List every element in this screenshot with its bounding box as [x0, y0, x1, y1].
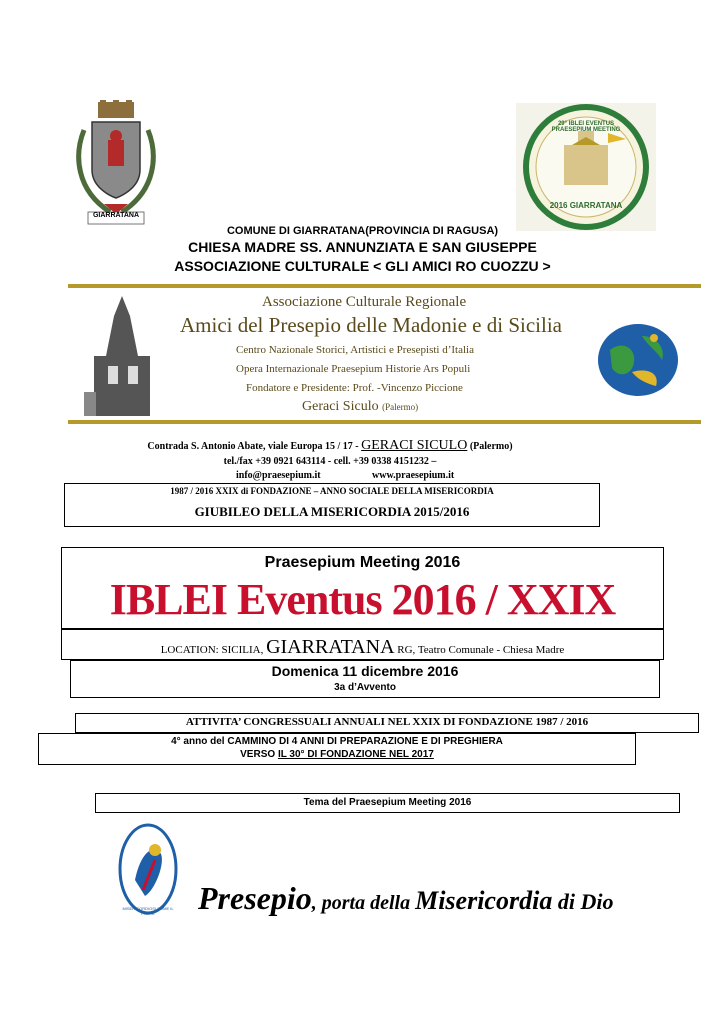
seal-text-top: 29° IBLEI EVENTUS PRAESEPIUM MEETING	[551, 121, 621, 133]
crest-label: GIARRATANA	[92, 212, 139, 219]
jubilee-icon	[115, 820, 181, 918]
location-prefix: LOCATION: SICILIA,	[160, 644, 267, 656]
attivita-box	[75, 713, 699, 733]
meeting-box	[61, 547, 664, 629]
attivita-line3-prefix: VERSO	[240, 749, 278, 760]
banner-bottom-rule	[68, 420, 701, 424]
cammino-box	[38, 733, 636, 765]
tema-title-misericordia: Misericordia	[415, 886, 553, 915]
banner-line3: Fondatore e Presidente: Prof. -Vincenzo Piccione	[246, 382, 463, 394]
fondazione-line2: GIUBILEO DELLA MISERICORDIA 2015/2016	[194, 504, 470, 519]
tema-box	[95, 793, 680, 813]
tema-label: Tema del Praesepium Meeting 2016	[303, 797, 472, 808]
attivita-line1: ATTIVITA’ CONGRESSUALI ANNUALI NEL XXIX DI FONDAZIONE 1987 / 2016	[185, 716, 589, 728]
meeting-date: Domenica 11 dicembre 2016	[271, 663, 459, 679]
jubilee-logo-text: MISERICORDIOSI COME IL PADRE	[122, 906, 174, 916]
location-suffix: RG, Teatro Comunale - Chiesa Madre	[394, 644, 565, 656]
date-box	[70, 660, 660, 698]
globe-logo	[596, 322, 680, 398]
location-line	[62, 636, 663, 659]
crest-icon	[70, 100, 162, 230]
address-prefix: Contrada S. Antonio Abate, viale Europa 15 / 17 -	[147, 441, 362, 452]
fondazione-box	[64, 483, 600, 527]
banner-line1: Centro Nazionale Storici, Artistici e Presepisti d’Italia	[236, 344, 474, 356]
seal-text-bottom: 2016 GIARRATANA	[549, 201, 623, 210]
banner-title2: Amici del Presepio delle Madonie e di Sicilia	[180, 313, 562, 337]
attivita-line3-underlined: IL 30° DI FONDAZIONE NEL 2017	[277, 749, 434, 760]
contact-email[interactable]: info@praesepium.it	[236, 470, 321, 481]
contact-address	[0, 438, 660, 454]
tema-title-dio: di Dio	[552, 889, 614, 914]
tema-title-presepio: Presepio	[198, 880, 312, 916]
fondazione-line1: 1987 / 2016 XXIX di FONDAZIONE – ANNO SOCIALE DELLA MISERICORDIA	[170, 486, 494, 496]
meeting-subtitle: Praesepium Meeting 2016	[264, 554, 461, 571]
attivita-line2: 4° anno del CAMMINO DI 4 ANNI DI PREPARAZIONE E DI PREGHIERA	[171, 736, 503, 747]
banner-place: Geraci Siculo	[302, 399, 379, 414]
chiesa-line: CHIESA MADRE SS. ANNUNZIATA E SAN GIUSEPPE	[188, 239, 537, 255]
banner-title1: Associazione Culturale Regionale	[262, 294, 467, 310]
address-suffix: (Palermo)	[467, 441, 513, 452]
church-image	[84, 296, 170, 416]
banner-place-sub: (Palermo)	[382, 402, 419, 412]
meeting-title: IBLEI Eventus 2016 / XXIX	[109, 575, 616, 624]
comune-crest	[70, 100, 162, 230]
jubilee-logo	[115, 820, 181, 918]
meeting-date-sub: 3a d’Avvento	[334, 682, 396, 693]
attivita-line3	[39, 749, 635, 760]
address-city: GERACI SICULO	[361, 438, 468, 453]
associazione-line: ASSOCIAZIONE CULTURALE < GLI AMICI RO CUOZZU >	[174, 258, 551, 274]
contact-web[interactable]: www.praesepium.it	[372, 470, 455, 481]
location-city: GIARRATANA	[266, 636, 395, 658]
banner-top-rule	[68, 284, 701, 288]
location-box	[61, 629, 664, 660]
globe-icon	[596, 322, 680, 398]
tema-title	[198, 880, 678, 917]
contact-phone: tel./fax +39 0921 643114 - cell. +39 0338 4151232 –	[223, 456, 437, 467]
event-seal	[516, 103, 656, 231]
banner-line2: Opera Internazionale Praesepium Historie Ars Populi	[236, 363, 471, 375]
tema-title-porta: , porta della	[311, 892, 416, 914]
church-icon	[84, 296, 170, 416]
comune-line: COMUNE DI GIARRATANA(PROVINCIA DI RAGUSA)	[226, 225, 499, 237]
